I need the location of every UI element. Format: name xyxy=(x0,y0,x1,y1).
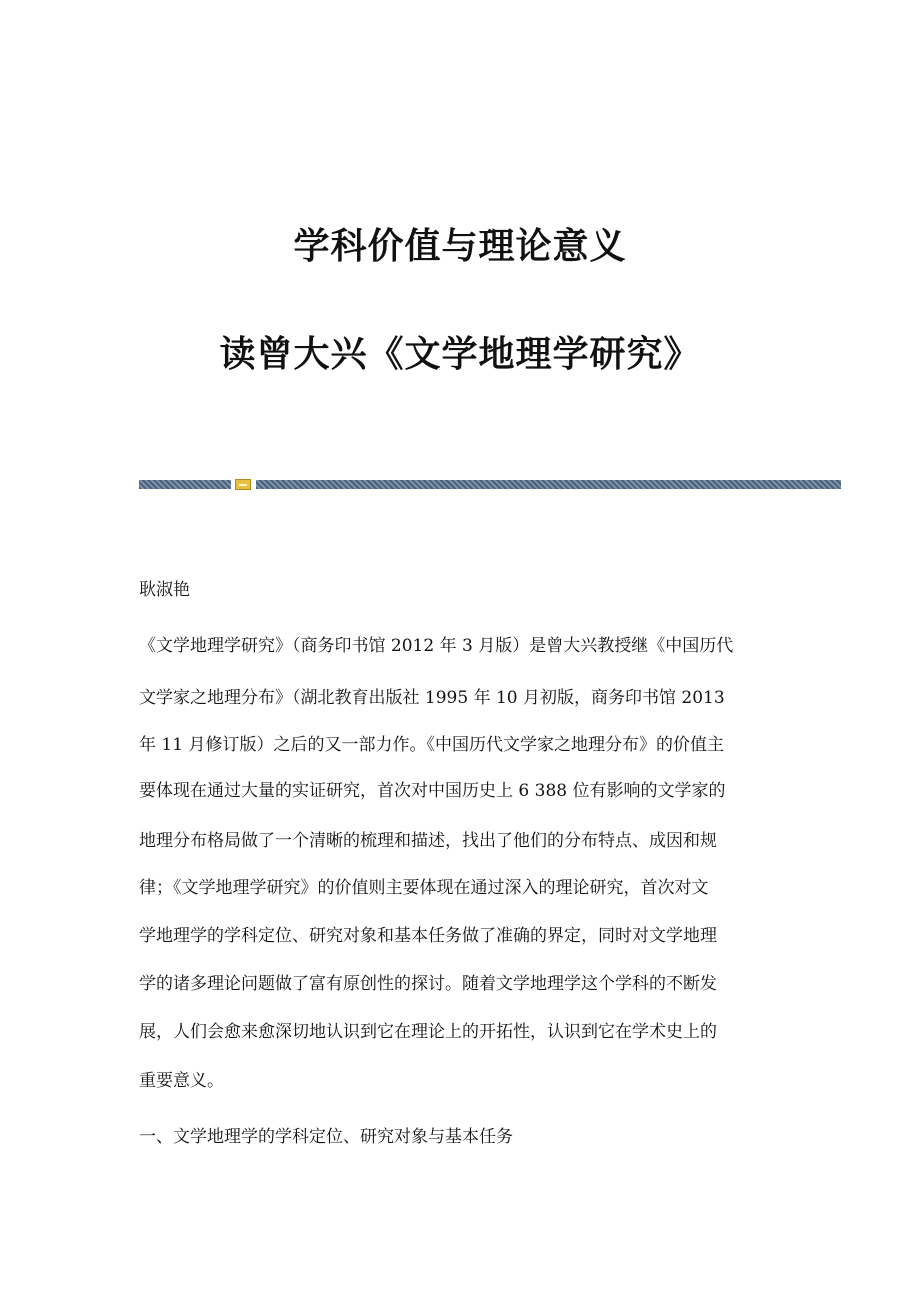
paragraph-line: 要体现在通过大量的实证研究，首次对中国历史上 6 388 位有影响的文学家的 xyxy=(139,781,726,801)
paragraph-line: 学地理学的学科定位、研究对象和基本任务做了准确的界定，同时对文学地理 xyxy=(139,926,717,946)
section-heading: 一、文学地理学的学科定位、研究对象与基本任务 xyxy=(139,1127,513,1147)
paragraph-line: 文学家之地理分布》（湖北教育出版社 1995 年 10 月初版，商务印书馆 2013 xyxy=(139,688,725,708)
paragraph-line: 《文学地理学研究》（商务印书馆 2012 年 3 月版）是曾大兴教授继《中国历代 xyxy=(139,636,734,656)
divider-right xyxy=(256,480,841,489)
author-name: 耿淑艳 xyxy=(139,580,190,600)
paragraph-line: 地理分布格局做了一个清晰的梳理和描述，找出了他们的分布特点、成因和规 xyxy=(139,831,717,851)
paragraph-line: 学的诸多理论问题做了富有原创性的探讨。随着文学地理学这个学科的不断发 xyxy=(139,974,717,994)
paragraph-line: 重要意义。 xyxy=(139,1071,224,1091)
page-title: 学科价值与理论意义 xyxy=(293,226,627,267)
paragraph-line: 年 11 月修订版）之后的又一部力作。《中国历代文学家之地理分布》的价值主 xyxy=(139,735,724,755)
divider-ornament-icon xyxy=(235,479,251,490)
paragraph-line: 律；《文学地理学研究》的价值则主要体现在通过深入的理论研究，首次对文 xyxy=(139,878,709,898)
page-subtitle: 读曾大兴《文学地理学研究》 xyxy=(219,334,701,375)
divider-left xyxy=(139,480,231,489)
paragraph-line: 展，人们会愈来愈深切地认识到它在理论上的开拓性，认识到它在学术史上的 xyxy=(139,1022,717,1042)
